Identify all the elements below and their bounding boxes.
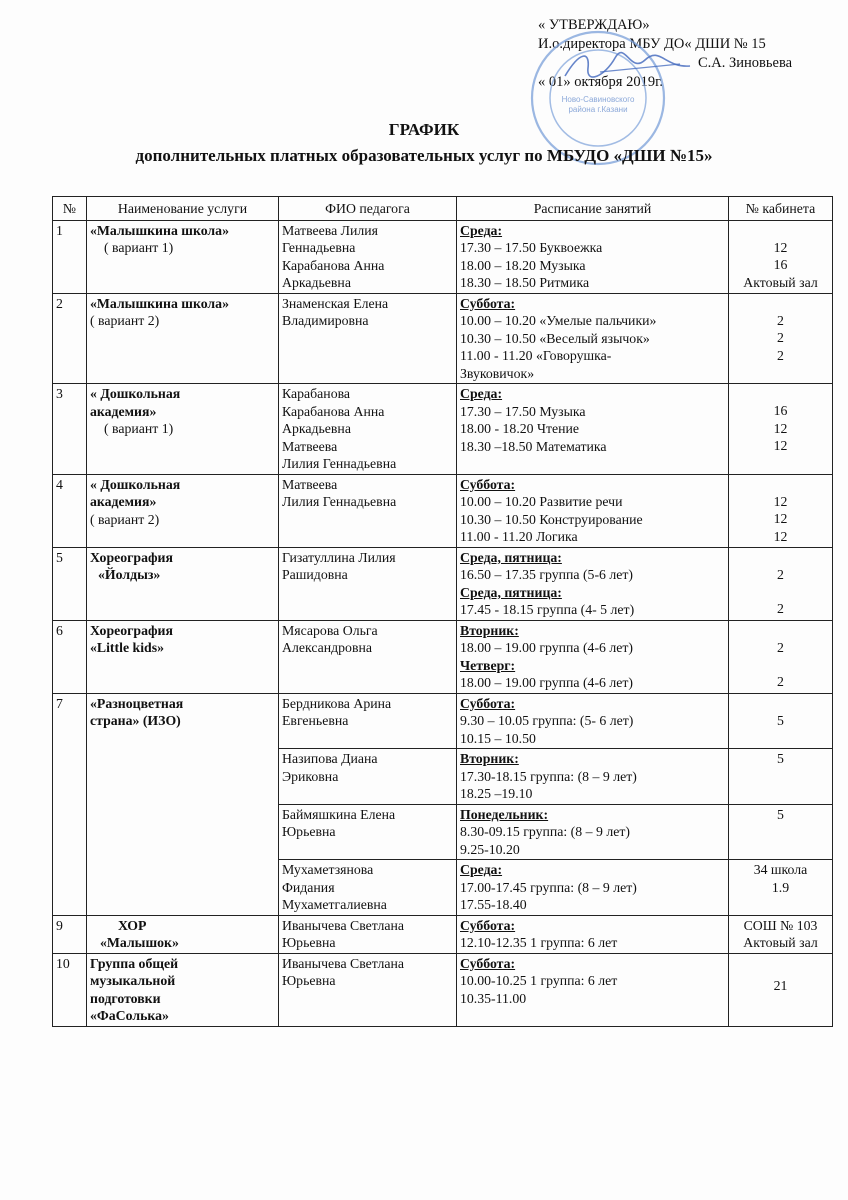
service-cell: [87, 474, 279, 547]
room-value: 2: [777, 566, 784, 582]
teacher-line: Юрьевна: [282, 824, 336, 839]
schedule-line: 17.30 – 17.50 Буквоежка: [460, 240, 603, 255]
teacher-line: Иванычева Светлана: [282, 955, 405, 971]
teacher-line: Геннадьевна: [282, 240, 356, 255]
svg-text:Ново-Савиновского: Ново-Савиновского: [561, 95, 635, 104]
schedule-line: 10.30 – 10.50 Конструирование: [460, 511, 643, 527]
table-row: [53, 384, 833, 475]
room-value: СОШ № 103: [743, 917, 818, 933]
room-value: 12: [773, 239, 788, 255]
schedule-day: Среда:: [460, 386, 503, 401]
room-value: 2: [777, 330, 784, 345]
table-row: [53, 474, 833, 547]
teacher-line: Мясарова Ольга: [282, 622, 378, 638]
room-value: Актовый зал: [743, 935, 818, 950]
approval-title: « УТВЕРЖДАЮ»: [538, 17, 650, 33]
room-cell: [729, 953, 833, 1026]
service-variant: ( вариант 2): [90, 313, 160, 328]
teacher-cell: [279, 693, 457, 749]
teacher-line: Александровна: [282, 640, 372, 655]
schedule-line: 10.15 – 10.50: [460, 730, 536, 746]
room-value: 2: [777, 601, 784, 616]
approval-date: « 01» октября 2019г.: [538, 74, 664, 90]
service-cell: [87, 384, 279, 475]
schedule-line: 17.30-18.15 группа: (8 – 9 лет): [460, 768, 637, 784]
schedule-line: 12.10-12.35 1 группа: 6 лет: [460, 935, 618, 950]
room-value: 5: [777, 806, 784, 822]
teacher-line: Владимировна: [282, 313, 369, 328]
schedule-day: Вторник:: [460, 751, 519, 766]
service-variant: ( вариант 2): [90, 511, 160, 527]
teacher-line: Фидания: [282, 879, 335, 895]
teacher-line: Мухаметзянова: [282, 862, 374, 877]
service-name-2: академия»: [90, 494, 157, 509]
schedule-line: 10.35-11.00: [460, 990, 527, 1006]
room-value: 34 школа: [753, 862, 808, 877]
room-cell: [729, 547, 833, 620]
header-service: Наименование услуги: [87, 197, 279, 221]
teacher-line: Назипова Диана: [282, 751, 378, 766]
schedule-line: 18.30 –18.50 Математика: [460, 438, 607, 454]
teacher-line: Бердникова Арина: [282, 695, 392, 711]
row-num: 10: [53, 953, 87, 1026]
teacher-line: Аркадьевна: [282, 421, 351, 436]
schedule-line: 10.00 – 10.20 «Умелые пальчики»: [460, 313, 657, 328]
table-row: [53, 220, 833, 293]
schedule-day: Вторник:: [460, 622, 519, 638]
schedule-line: 9.25-10.20: [460, 841, 520, 857]
room-value: 16: [773, 403, 788, 418]
room-cell: [729, 860, 833, 916]
teacher-cell: [279, 804, 457, 860]
svg-text:района г.Казани: района г.Казани: [568, 105, 628, 114]
schedule-cell: [457, 293, 729, 384]
approval-position: И.о.директора МБУ ДО« ДШИ № 15: [538, 36, 766, 52]
room-cell: [729, 804, 833, 860]
service-variant: ( вариант 1): [104, 240, 174, 255]
schedule-cell: [457, 915, 729, 953]
teacher-line: Мухаметгалиевна: [282, 897, 387, 912]
header-num: №: [53, 197, 87, 221]
room-value: 5: [777, 751, 784, 766]
teacher-line: Иванычева Светлана: [282, 917, 405, 933]
schedule-line: 16.50 – 17.35 группа (5-6 лет): [460, 567, 634, 582]
room-value: 2: [777, 674, 784, 689]
teacher-cell: [279, 474, 457, 547]
room-value: 21: [773, 977, 788, 993]
room-value: 2: [777, 312, 784, 328]
table-header-row: [53, 197, 833, 221]
table-row: [53, 620, 833, 693]
schedule-day: Суббота:: [460, 476, 516, 492]
teacher-cell: [279, 749, 457, 805]
teacher-line: Карабанова Анна: [282, 257, 385, 273]
schedule-line: 8.30-09.15 группа: (8 – 9 лет): [460, 824, 630, 839]
schedule-day: Четверг:: [460, 657, 516, 673]
room-cell: [729, 474, 833, 547]
schedule-cell: [457, 953, 729, 1026]
approval-signer: С.А. Зиновьева: [698, 55, 793, 71]
schedule-cell: [457, 547, 729, 620]
teacher-cell: [279, 953, 457, 1026]
schedule-line: 17.30 – 17.50 Музыка: [460, 403, 586, 419]
room-value: 2: [777, 347, 784, 363]
page-title: ГРАФИК: [388, 120, 460, 139]
teacher-line: Лилия Геннадьевна: [282, 494, 397, 509]
teacher-line: Баймяшкина Елена: [282, 806, 396, 822]
service-name-2: музыкальной: [90, 973, 176, 988]
room-value: 5: [777, 712, 784, 728]
service-name: «Разноцветная: [90, 695, 184, 711]
approval-block: [538, 16, 838, 92]
schedule-day: Суббота:: [460, 295, 516, 311]
schedule-table: [52, 196, 833, 1027]
teacher-cell: [279, 547, 457, 620]
teacher-cell: [279, 220, 457, 293]
service-name: Хореография: [90, 549, 173, 565]
schedule-cell: [457, 749, 729, 805]
room-cell: [729, 620, 833, 693]
teacher-line: Матвеева Лилия: [282, 222, 379, 238]
schedule-day: Среда:: [460, 222, 503, 238]
schedule-line: 10.30 – 10.50 «Веселый язычок»: [460, 330, 650, 346]
teacher-line: Карабанова: [282, 386, 351, 401]
teacher-line: Матвеева: [282, 476, 338, 492]
teacher-cell: [279, 293, 457, 384]
schedule-line: 10.00-10.25 1 группа: 6 лет: [460, 973, 618, 988]
teacher-line: Карабанова Анна: [282, 403, 385, 419]
schedule-line: 18.00 – 19.00 группа (4-6 лет): [460, 640, 634, 655]
room-value: 12: [773, 420, 788, 436]
teacher-line: Эриковна: [282, 768, 339, 784]
teacher-cell: [279, 860, 457, 916]
service-cell: [87, 693, 279, 915]
schedule-cell: [457, 804, 729, 860]
schedule-cell: [457, 693, 729, 749]
row-num: 7: [53, 693, 87, 915]
room-cell: [729, 915, 833, 953]
schedule-line: 18.00 - 18.20 Чтение: [460, 421, 580, 436]
room-cell: [729, 693, 833, 749]
room-value: 12: [773, 511, 788, 526]
service-name-2: страна» (ИЗО): [90, 713, 181, 728]
teacher-cell: [279, 384, 457, 475]
service-name: Хореография: [90, 622, 173, 638]
row-num: 2: [53, 293, 87, 384]
schedule-line: 10.00 – 10.20 Развитие речи: [460, 494, 623, 509]
schedule-line: 18.25 –19.10: [460, 786, 533, 801]
service-name-2: «Little kids»: [90, 640, 164, 655]
room-value: 16: [773, 257, 788, 272]
teacher-line: Знаменская Елена: [282, 295, 389, 311]
service-cell: [87, 953, 279, 1026]
teacher-line: Юрьевна: [282, 973, 336, 988]
row-num: 6: [53, 620, 87, 693]
schedule-line: 11.00 - 11.20 Логика: [460, 529, 578, 544]
teacher-line: Евгеньевна: [282, 713, 349, 728]
row-num: 9: [53, 915, 87, 953]
service-name: « Дошкольная: [90, 476, 181, 492]
teacher-line: Аркадьевна: [282, 275, 351, 290]
service-variant: ( вариант 1): [104, 421, 174, 436]
service-name: «Малышкина школа»: [90, 295, 229, 311]
schedule-line: 9.30 – 10.05 группа: (5- 6 лет): [460, 713, 634, 728]
schedule-cell: [457, 620, 729, 693]
teacher-line: Рашидовна: [282, 567, 348, 582]
table-row: [53, 547, 833, 620]
room-value: 1.9: [771, 879, 790, 895]
schedule-day: Среда, пятница:: [460, 549, 562, 565]
schedule-day: Суббота:: [460, 695, 516, 711]
service-cell: [87, 915, 279, 953]
service-name-2: академия»: [90, 403, 157, 419]
schedule-line: 17.55-18.40: [460, 897, 527, 912]
service-name-3: подготовки: [90, 990, 161, 1006]
schedule-line: 18.30 – 18.50 Ритмика: [460, 275, 590, 290]
teacher-line: Юрьевна: [282, 935, 336, 950]
service-cell: [87, 293, 279, 384]
table-row: [53, 953, 833, 1026]
room-value: 12: [773, 528, 788, 544]
row-num: 5: [53, 547, 87, 620]
teacher-line: Гизатуллина Лилия: [282, 549, 396, 565]
room-cell: [729, 384, 833, 475]
table-row: [53, 915, 833, 953]
room-value: 12: [773, 438, 788, 453]
schedule-day: Среда:: [460, 862, 503, 877]
service-name: ХОР: [118, 917, 147, 933]
row-num: 1: [53, 220, 87, 293]
service-name-4: «ФаСолька»: [90, 1008, 169, 1023]
room-value: Актовый зал: [743, 274, 818, 290]
teacher-line: Лилия Геннадьевна: [282, 456, 397, 471]
row-num: 4: [53, 474, 87, 547]
table-row: [53, 693, 833, 749]
table-row: [53, 293, 833, 384]
service-name: «Малышкина школа»: [90, 222, 229, 238]
room-cell: [729, 293, 833, 384]
schedule-line: Звуковичок»: [460, 365, 535, 381]
service-name: Группа общей: [90, 955, 179, 971]
service-name-2: «Малышок»: [100, 935, 179, 950]
schedule-cell: [457, 474, 729, 547]
room-cell: [729, 220, 833, 293]
teacher-cell: [279, 915, 457, 953]
schedule-cell: [457, 220, 729, 293]
header-schedule: Расписание занятий: [457, 197, 729, 221]
schedule-cell: [457, 860, 729, 916]
room-value: 12: [773, 493, 788, 509]
service-cell: [87, 620, 279, 693]
schedule-line: 17.45 - 18.15 группа (4- 5 лет): [460, 602, 635, 617]
service-name: « Дошкольная: [90, 386, 181, 401]
header-teacher: ФИО педагога: [279, 197, 457, 221]
schedule-cell: [457, 384, 729, 475]
schedule-day: Среда, пятница:: [460, 584, 562, 600]
header-room: № кабинета: [729, 197, 833, 221]
schedule-day: Суббота:: [460, 917, 516, 933]
room-value: 2: [777, 639, 784, 655]
page-subtitle: дополнительных платных образовательных услуг по МБУДО «ДШИ №15»: [135, 146, 713, 165]
service-cell: [87, 220, 279, 293]
service-cell: [87, 547, 279, 620]
teacher-cell: [279, 620, 457, 693]
row-num: 3: [53, 384, 87, 475]
schedule-line: 17.00-17.45 группа: (8 – 9 лет): [460, 879, 637, 895]
teacher-line: Матвеева: [282, 438, 338, 454]
service-name-2: «Йолдыз»: [98, 567, 161, 582]
schedule-day: Суббота:: [460, 955, 516, 971]
room-cell: [729, 749, 833, 805]
schedule-day: Понедельник:: [460, 806, 549, 822]
schedule-line: 18.00 – 19.00 группа (4-6 лет): [460, 675, 634, 690]
schedule-line: 18.00 – 18.20 Музыка: [460, 257, 586, 273]
schedule-line: 11.00 - 11.20 «Говорушка-: [460, 348, 612, 363]
